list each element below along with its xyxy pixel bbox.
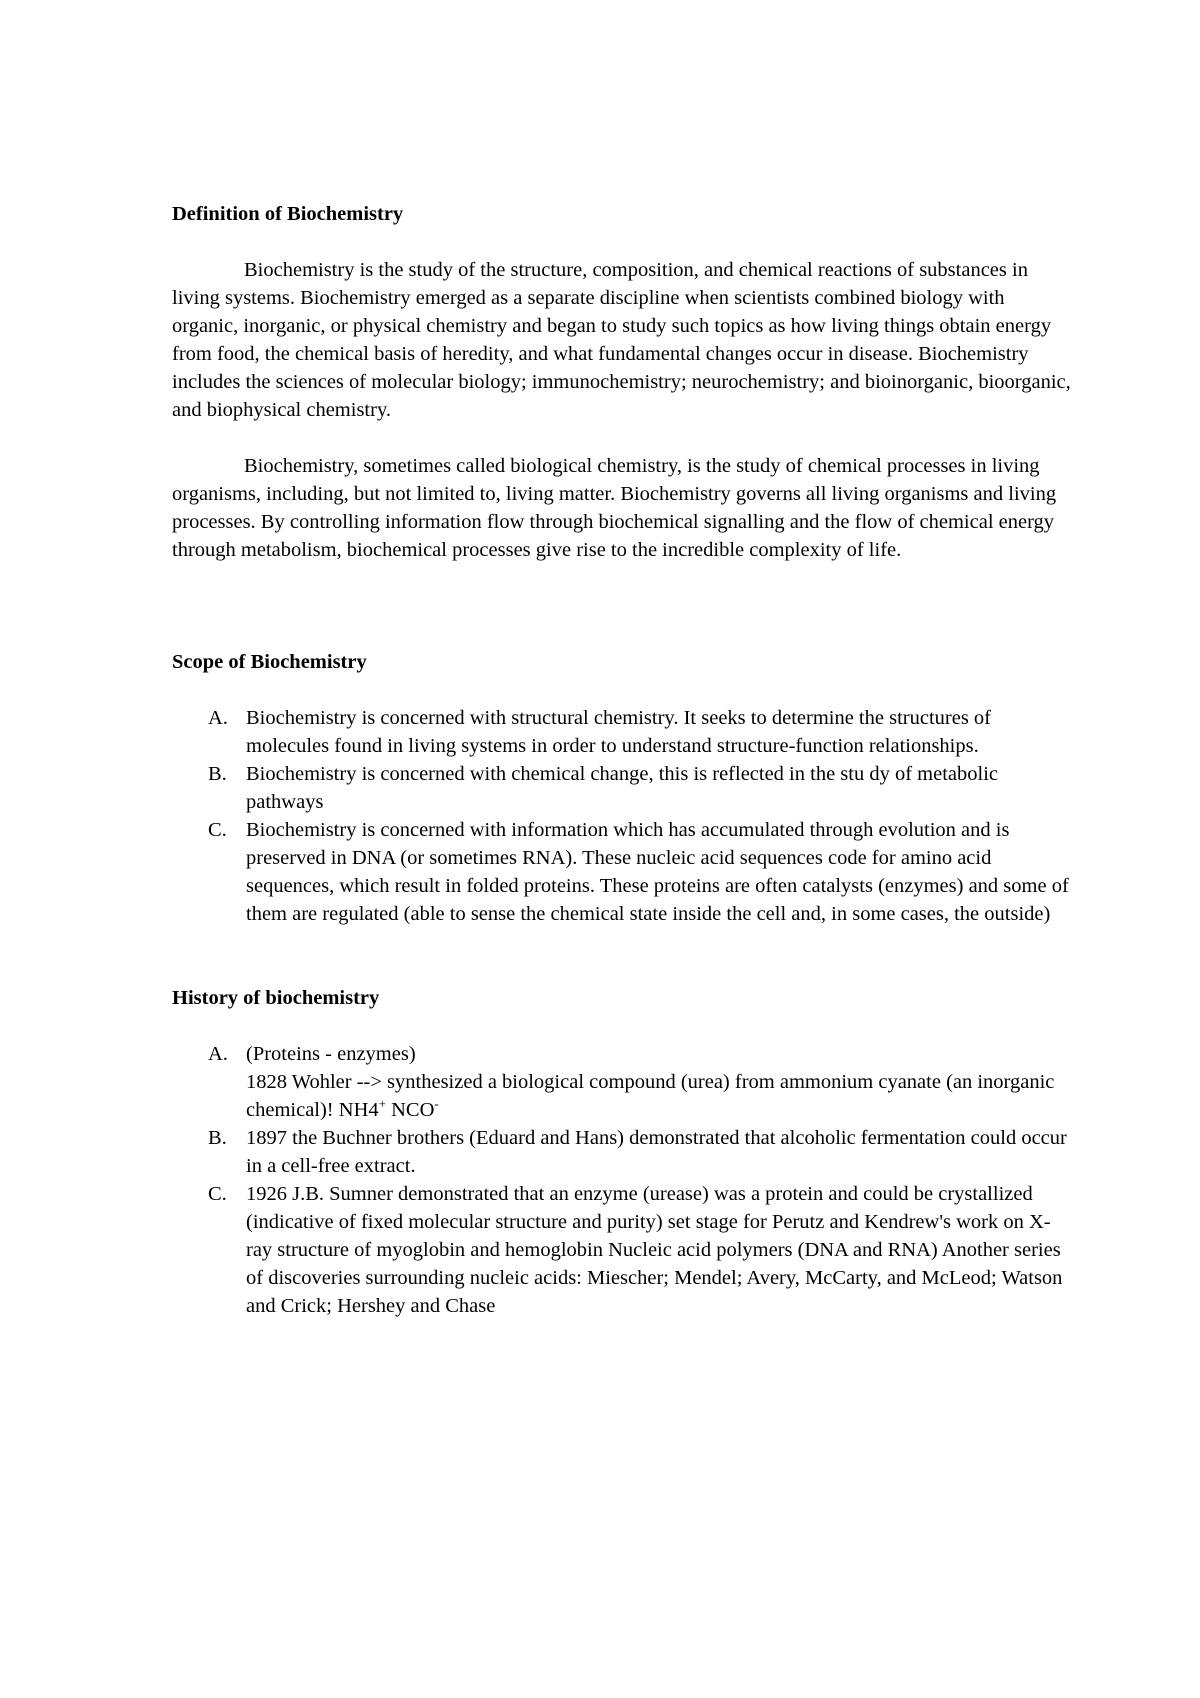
list-item-text: 1926 J.B. Sumner demonstrated that an enzyme (urease) was a protein and could be crystallized (indicative of fixed molecular structure and purity) set stage for Perutz and Kendrew's work on X-ray structure of myoglobin and hemoglobin Nucleic acid polymers (DNA and RNA) Another series of discoveries surrounding nucleic acids: Miescher; Mendel; Avery, McCarty, and McLeod; Watson and Crick; Hershey and Chase bbox=[246, 1183, 1063, 1317]
list-marker: C. bbox=[208, 1183, 227, 1205]
list-item bbox=[172, 816, 1072, 928]
heading-scope: Scope of Biochemistry bbox=[172, 651, 367, 673]
list-marker: C. bbox=[208, 819, 227, 841]
list-item-text: Biochemistry is concerned with structural chemistry. It seeks to determine the structures of molecules found in living systems in order to understand structure-function relationships. bbox=[246, 707, 991, 757]
list-item-text: Biochemistry is concerned with chemical change, this is reflected in the stu dy of metabolic pathways bbox=[246, 763, 999, 813]
history-list bbox=[172, 1040, 1072, 1320]
formula-nco: NCO bbox=[385, 1099, 435, 1121]
list-item bbox=[172, 1180, 1072, 1320]
superscript-plus: + bbox=[378, 1096, 386, 1112]
definition-paragraph-1: Biochemistry is the study of the structure, composition, and chemical reactions of substances in living systems. Biochemistry emerged as a separate discipline when scientists combined biology with organic, inorganic, or physical chemistry and began to study such topics as how living things obtain energy from food, the chemical basis of heredity, and what fundamental changes occur in disease. Biochemistry includes the sciences of molecular biology; immunochemistry; neurochemistry; and bioinorganic, bioorganic, and biophysical chemistry. bbox=[172, 259, 1071, 421]
scope-list bbox=[172, 704, 1072, 928]
list-item bbox=[172, 1124, 1072, 1180]
section-definition bbox=[172, 200, 1072, 564]
list-item-subheading: (Proteins - enzymes) bbox=[246, 1043, 416, 1065]
document-page bbox=[172, 200, 1072, 1320]
list-item bbox=[172, 1040, 1072, 1124]
list-item-text: Biochemistry is concerned with information which has accumulated through evolution and is preserved in DNA (or sometimes RNA). These nucleic acid sequences code for amino acid sequences, which result in folded proteins. These proteins are often catalysts (enzymes) and some of them are regulated (able to sense the chemical state inside the cell and, in some cases, the outside) bbox=[246, 819, 1069, 925]
superscript-minus: - bbox=[434, 1096, 439, 1112]
wohler-text: 1828 Wohler --> synthesized a biological compound (urea) from ammonium cyanate (an inorganic chemical)! NH4 bbox=[246, 1071, 1055, 1121]
section-history bbox=[172, 984, 1072, 1320]
list-item bbox=[172, 760, 1072, 816]
list-marker: A. bbox=[208, 1043, 228, 1065]
section-scope bbox=[172, 648, 1072, 928]
heading-definition: Definition of Biochemistry bbox=[172, 203, 404, 225]
list-marker: B. bbox=[208, 1127, 227, 1149]
list-item bbox=[172, 704, 1072, 760]
heading-history: History of biochemistry bbox=[172, 987, 380, 1009]
definition-paragraph-2: Biochemistry, sometimes called biological chemistry, is the study of chemical processes in living organisms, including, but not limited to, living matter. Biochemistry governs all living organisms and living processes. By controlling information flow through biochemical signalling and the flow of chemical energy through metabolism, biochemical processes give rise to the incredible complexity of life. bbox=[172, 455, 1057, 561]
list-item-text: 1897 the Buchner brothers (Eduard and Hans) demonstrated that alcoholic fermentation could occur in a cell-free extract. bbox=[246, 1127, 1067, 1177]
list-marker: B. bbox=[208, 763, 227, 785]
list-marker: A. bbox=[208, 707, 228, 729]
list-item-text bbox=[246, 1071, 1054, 1121]
